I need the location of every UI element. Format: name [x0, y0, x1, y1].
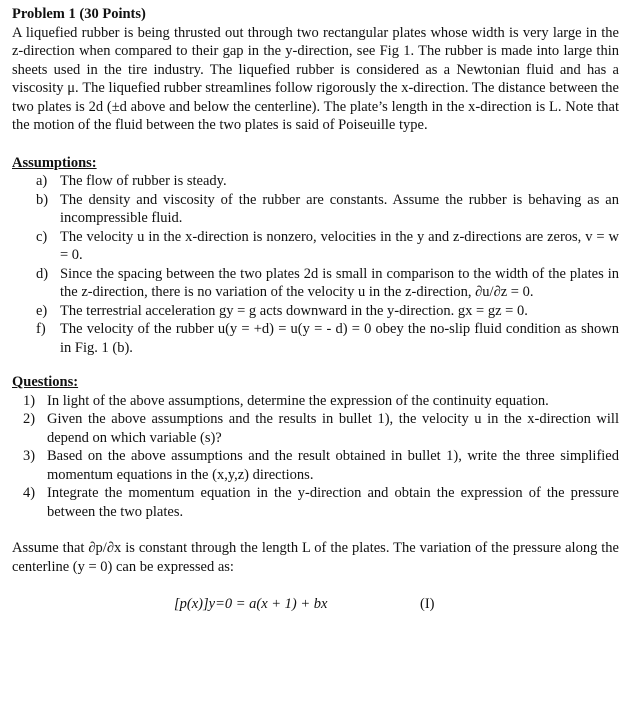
- question-text: Given the above assumptions and the results in bullet 1), the velocity u in the x-direction will depend on which variable (s)?: [47, 411, 619, 446]
- assumption-text: The velocity of the rubber u(y = +d) = u(y = - d) = 0 obey the no-slip fluid condition as shown in Fig. 1 (b).: [60, 321, 619, 356]
- assumption-marker: d): [36, 265, 49, 282]
- assumption-item: [36, 191, 619, 228]
- question-marker: 3): [23, 448, 36, 464]
- question-text: Based on the above assumptions and the result obtained in bullet 1), write the three simplified momentum equations in the (x,y,z) directions.: [47, 448, 619, 483]
- question-item: [23, 392, 619, 411]
- assumption-marker: a): [36, 173, 48, 189]
- assumption-item: [36, 265, 619, 302]
- problem-title: Problem 1 (30 Points): [12, 6, 146, 22]
- question-item: [23, 484, 619, 521]
- questions-list: [12, 392, 619, 522]
- question-marker: 1): [23, 392, 36, 409]
- assumptions-list: [12, 172, 619, 357]
- question-marker: 4): [23, 485, 36, 501]
- assumption-item: [36, 302, 619, 321]
- equation-label: (I): [420, 596, 435, 612]
- assumption-text: The velocity u in the x-direction is nonzero, velocities in the y and z-directions are zeros, v = w = 0.: [60, 228, 619, 263]
- assumption-marker: b): [36, 191, 49, 208]
- question-text: In light of the above assumptions, determine the expression of the continuity equation.: [47, 392, 549, 409]
- closing-paragraph: Assume that ∂p/∂x is constant through the length L of the plates. The variation of the pressure along the centerline (y = 0) can be expressed as:: [12, 540, 619, 575]
- assumption-item: [36, 320, 619, 357]
- assumption-text: The flow of rubber is steady.: [60, 173, 227, 189]
- assumption-text: Since the spacing between the two plates 2d is small in comparison to the width of the plates in the z-direction, there is no variation of the velocity u in the z-direction, ∂u/∂z = 0.: [60, 265, 619, 300]
- pressure-equation: [12, 595, 619, 615]
- question-item: [23, 447, 619, 484]
- question-text: Integrate the momentum equation in the y-direction and obtain the expression of the pressure between the two plates.: [47, 485, 619, 520]
- assumptions-heading: Assumptions:: [12, 154, 97, 171]
- equation-body: [p(x)]y=0 = a(x + 1) + bx: [174, 596, 328, 612]
- questions-heading: Questions:: [12, 374, 79, 390]
- assumption-marker: e): [36, 302, 48, 319]
- assumption-marker: c): [36, 228, 48, 245]
- assumption-item: [36, 172, 619, 191]
- assumption-text: The density and viscosity of the rubber are constants. Assume the rubber is behaving as an incompressible fluid.: [60, 191, 619, 226]
- assumption-text: The terrestrial acceleration gy = g acts downward in the y-direction. gx = gz = 0.: [60, 302, 528, 319]
- assumption-marker: f): [36, 321, 46, 337]
- question-item: [23, 410, 619, 447]
- problem-intro: A liquefied rubber is being thrusted out through two rectangular plates whose width is very large in the z-direction when compared to their gap in the y-direction, see Fig 1. The rubber is made into large thin sheets used in the tire industry. The liquefied rubber is considered as a Newtonian fluid and has a viscosity μ. The liquefied rubber streamlines follow rigorously the x-direction. The distance between the two plates is 2d (±d above and below the centerline). The plate’s length in the x-direction is L. Note that the motion of the fluid between the two plates is said of Poiseuille type.: [12, 24, 619, 133]
- assumption-item: [36, 228, 619, 265]
- question-marker: 2): [23, 411, 36, 427]
